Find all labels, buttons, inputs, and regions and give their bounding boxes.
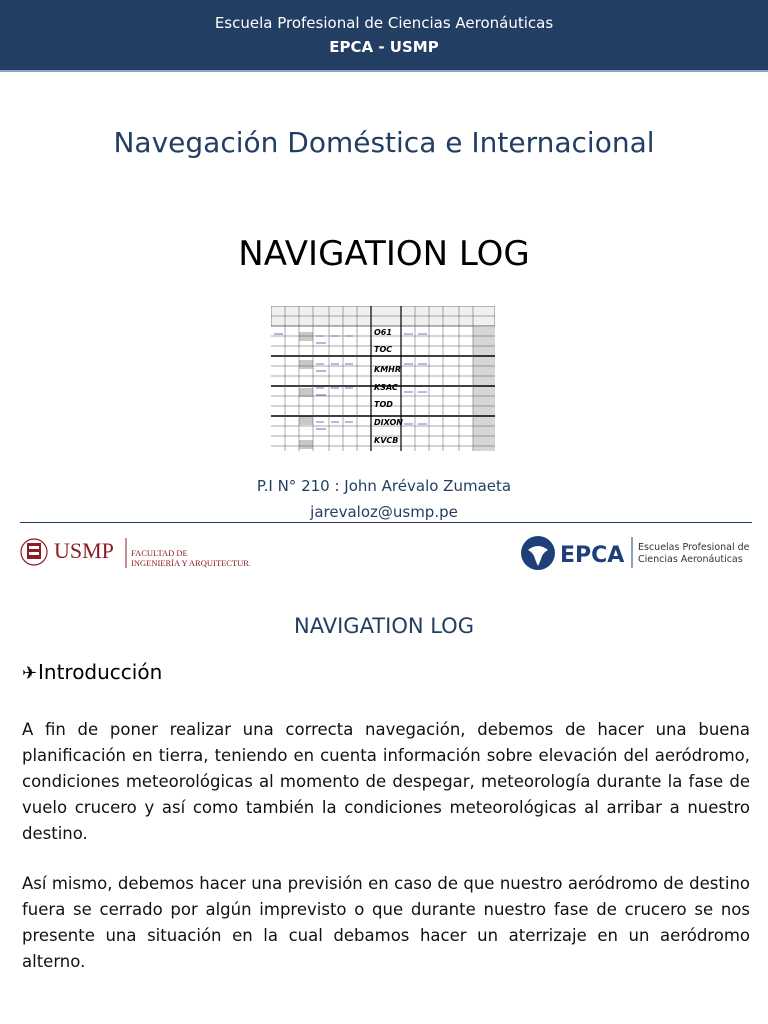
eagle-emblem-icon xyxy=(521,536,555,570)
faculty-label: FACULTAD DE xyxy=(131,548,188,558)
checkpoint-label: TOC xyxy=(374,345,393,354)
faculty-name: INGENIERÍA Y ARQUITECTURA xyxy=(131,558,250,568)
intro-heading-text: Introducción xyxy=(38,660,163,684)
intro-paragraph-2: Así mismo, debemos hacer una previsión en caso de que nuestro aeródromo de destino fuera se cerrado por algún imprevisto o que durante nuestro fase de crucero se nos presente una situación en la cual debamos hacer un aterrizaje en un aeródromo alterno. xyxy=(22,874,750,971)
checkpoint-label: O61 xyxy=(374,328,392,337)
usmp-logo xyxy=(20,532,250,576)
epca-caption-line2: Ciencias Aeronáuticas xyxy=(638,554,743,565)
epca-wordmark: EPCA xyxy=(560,543,625,568)
checkpoint-label: KMHR xyxy=(374,365,402,374)
author-email: jarevaloz@usmp.pe xyxy=(310,503,458,521)
usmp-wordmark: USMP xyxy=(54,538,114,563)
course-subtitle: Navegación Doméstica e Internacional xyxy=(113,126,655,159)
school-name: Escuela Profesional de Ciencias Aeronáuticas xyxy=(214,14,554,32)
airplane-icon: ✈ xyxy=(22,663,38,684)
school-abbreviation: EPCA - USMP xyxy=(329,38,439,56)
usmp-crest-icon xyxy=(21,539,47,565)
checkpoint-label: TOD xyxy=(374,400,393,409)
navigation-log-form-image xyxy=(271,306,495,451)
checkpoint-label: DIXON xyxy=(374,418,403,427)
checkpoint-label: KVCB xyxy=(374,436,399,445)
divider xyxy=(20,522,752,523)
intro-heading xyxy=(22,660,162,684)
header-bar xyxy=(0,0,768,72)
epca-logo xyxy=(520,532,756,574)
checkpoint-label: KSAC xyxy=(374,383,398,392)
author-line: P.I N° 210 : John Arévalo Zumaeta xyxy=(256,477,512,495)
section-title: NAVIGATION LOG xyxy=(294,614,474,638)
page-title: NAVIGATION LOG xyxy=(238,234,530,274)
epca-caption-line1: Escuelas Profesional de xyxy=(638,542,750,553)
intro-paragraph-1: A fin de poner realizar una correcta navegación, debemos de hacer una buena planificación en tierra, teniendo en cuenta información sobre elevación del aeródromo, condiciones meteorológicas al momento de despegar, meteorología durante la fase de vuelo crucero y así como también la condiciones meteorológicas al arribar a nuestro destino. xyxy=(22,720,750,843)
